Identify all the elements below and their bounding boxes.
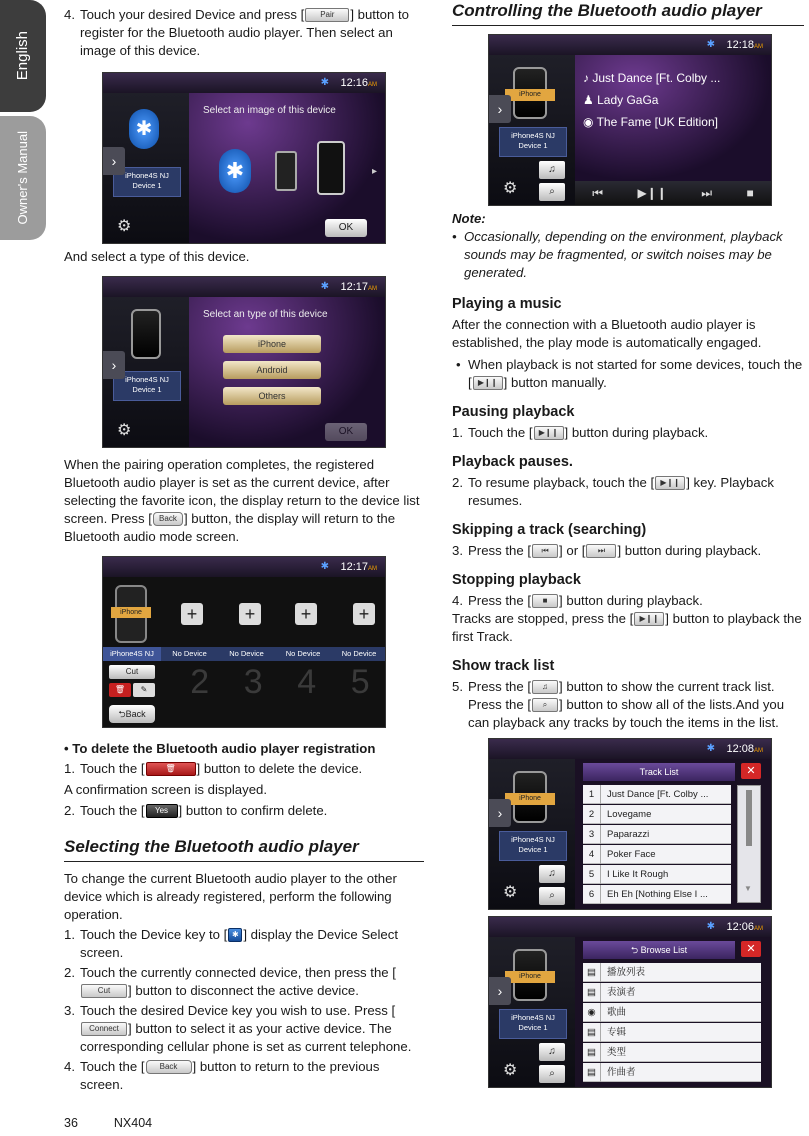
- device-name: iPhone4S NJ: [511, 131, 555, 140]
- stop-button-image: ■: [532, 594, 558, 608]
- english-tab: [0, 0, 46, 112]
- back-button-image: Back: [153, 512, 183, 526]
- disc-icon: ◉: [583, 1003, 601, 1022]
- device-sub: Device 1: [518, 1023, 548, 1032]
- track-title: Paparazzi: [607, 829, 650, 840]
- folder-icon: ▤: [583, 1023, 601, 1042]
- folder-icon: ▤: [583, 1043, 601, 1062]
- music-note-icon: ♫: [548, 1046, 556, 1057]
- browse-button[interactable]: [539, 887, 565, 905]
- step-text: ] button to show the current track list. Press the [: [468, 679, 775, 712]
- note-text: Occasionally, depending on the environment, playback sounds may be fragmented, or switch noises may be generated.: [464, 229, 783, 280]
- clock-ampm: AM: [754, 748, 763, 754]
- stop-text-b: ] button to playback the first Track.: [452, 611, 802, 644]
- type-others-button[interactable]: Others: [223, 387, 321, 405]
- bullet-text: When playback is not started for some devices, touch the [: [468, 357, 803, 390]
- browse-row[interactable]: [583, 1023, 761, 1042]
- chevron-right-icon: ›: [103, 147, 125, 175]
- track-list-button-image: ♫: [532, 680, 558, 694]
- clock-ampm: AM: [368, 566, 377, 572]
- track-row[interactable]: [583, 865, 731, 884]
- browse-row[interactable]: [583, 1043, 761, 1062]
- browse-row[interactable]: [583, 1003, 761, 1022]
- device-name: iPhone4S NJ: [125, 171, 169, 180]
- track-title: Lovegame: [607, 809, 652, 820]
- track-list-button[interactable]: [539, 865, 565, 883]
- ok-button[interactable]: OK: [325, 423, 367, 441]
- step-text: ] button to register for the Bluetooth audio player. Then select an image of this device.: [80, 7, 409, 58]
- clock: [340, 76, 377, 92]
- cut-button-image: Cut: [81, 984, 127, 998]
- clock: [726, 920, 763, 936]
- step-number: 4.: [64, 1059, 75, 1074]
- step-number: 3.: [452, 543, 463, 558]
- step-text: ] button during playback.: [617, 543, 762, 558]
- delete-heading: • To delete the Bluetooth audio player registration: [64, 741, 376, 756]
- phone-label: iPhone: [111, 607, 151, 618]
- back-button-label: Back: [125, 709, 146, 719]
- add-device-4-icon[interactable]: +: [295, 603, 317, 625]
- browse-list-header: [583, 941, 735, 959]
- browse-label: 专辑: [607, 1027, 627, 1038]
- bluetooth-status-icon: ✱: [706, 743, 715, 754]
- screen-title: Select an image of this device: [203, 105, 336, 116]
- close-icon[interactable]: ✕: [741, 941, 761, 957]
- browse-row[interactable]: [583, 963, 761, 982]
- step-number: 2.: [64, 965, 75, 980]
- pausing-heading: Pausing playback: [452, 404, 575, 420]
- scrollbar[interactable]: [737, 785, 761, 903]
- playing-bullet: [452, 356, 804, 392]
- track-number: 2: [583, 805, 601, 824]
- pause-step-2: [452, 474, 804, 510]
- step-text: Touch the currently connected device, then press the [: [80, 965, 396, 980]
- delete-button-image: 🗑: [146, 762, 196, 776]
- gear-icon: ⚙: [117, 218, 132, 235]
- next-arrow-icon[interactable]: ▸: [371, 166, 377, 177]
- select-step-3: [64, 1002, 424, 1056]
- wrench-icon[interactable]: ✎: [133, 683, 155, 697]
- chevron-right-icon: ›: [489, 95, 511, 123]
- track-title: Eh Eh [Nothing Else I ...: [607, 889, 708, 900]
- back-arrow-icon: ⮌: [118, 709, 126, 719]
- track-row[interactable]: [583, 845, 731, 864]
- artist-name: Lady GaGa: [597, 93, 659, 107]
- bluetooth-player-screenshot: [488, 34, 772, 206]
- browse-row[interactable]: [583, 1063, 761, 1082]
- pair-button-image: Pair: [305, 8, 349, 22]
- step-text: ] button during playback.: [559, 593, 703, 608]
- track-title: Poker Face: [607, 849, 656, 860]
- device-panel: [489, 55, 575, 205]
- step-text: Touch your desired Device and press [: [80, 7, 305, 22]
- track-number: 6: [583, 885, 601, 904]
- phone-label: iPhone: [505, 793, 555, 805]
- play-pause-button-image: ▶❙❙: [534, 426, 564, 440]
- gear-icon: ⚙: [503, 884, 518, 901]
- skipping-heading: Skipping a track (searching): [452, 522, 647, 538]
- chevron-right-icon: ›: [489, 799, 511, 827]
- select-type-text: And select a type of this device.: [64, 249, 250, 264]
- back-button-image: Back: [146, 1060, 192, 1074]
- clock-ampm: AM: [754, 926, 763, 932]
- skip-step-3: [452, 542, 804, 560]
- playback-pauses-heading: Playback pauses.: [452, 454, 573, 470]
- bluetooth-image-option-icon[interactable]: ✱: [219, 149, 251, 193]
- step-text: ] button during playback.: [564, 425, 709, 440]
- device-name: iPhone4S NJ: [511, 835, 555, 844]
- clock-time: 12:17: [340, 561, 368, 573]
- slot-number: 2: [190, 663, 210, 701]
- stop-icon[interactable]: ■: [746, 186, 754, 200]
- track-list-button[interactable]: [539, 161, 565, 179]
- phone-image-option-icon[interactable]: [317, 141, 345, 195]
- confirm-text: A confirmation screen is displayed.: [64, 782, 268, 797]
- step-text: Touch the [: [80, 803, 145, 818]
- clock: [726, 742, 763, 758]
- browse-label: 类型: [607, 1047, 627, 1058]
- search-icon: ⌕: [549, 1068, 555, 1079]
- type-android-button[interactable]: Android: [223, 361, 321, 379]
- track-row[interactable]: [583, 785, 731, 804]
- bluetooth-status-icon: ✱: [320, 281, 329, 292]
- left-column: [64, 6, 424, 1094]
- device-sub: Device 1: [132, 385, 162, 394]
- pairing-text-b: ] button, the display will return to the Bluetooth audio mode screen.: [64, 511, 396, 544]
- play-pause-button-image: ▶❙❙: [473, 376, 503, 390]
- track-list-heading: Show track list: [452, 658, 555, 674]
- stop-text: [452, 610, 804, 646]
- browse-label: 播放列表: [607, 967, 646, 978]
- browse-label: 作曲者: [607, 1067, 636, 1078]
- back-arrow-icon[interactable]: ⮌: [630, 945, 641, 955]
- track-list-panel: [575, 759, 771, 909]
- previous-track-icon[interactable]: ⏮: [592, 186, 604, 200]
- browse-button-image: ⌕: [532, 698, 558, 712]
- page-number: 36: [64, 1116, 78, 1130]
- track-number: 3: [583, 825, 601, 844]
- english-tab-label: English: [14, 31, 31, 81]
- clock-ampm: AM: [368, 82, 377, 88]
- step-text: Press the [: [468, 679, 532, 694]
- step-number: 3.: [64, 1003, 75, 1018]
- playing-text: After the connection with a Bluetooth audio player is established, the play mode is automatically engaged.: [452, 317, 762, 350]
- bullet-dot: •: [452, 229, 457, 244]
- track-list-header: Track List: [583, 763, 735, 781]
- browse-list-screenshot: [488, 916, 772, 1088]
- back-button[interactable]: [109, 705, 155, 723]
- gear-icon: ⚙: [117, 422, 132, 439]
- song-title: Just Dance [Ft. Colby ...: [592, 71, 721, 85]
- stop-step-4: [452, 592, 804, 610]
- clock: [340, 280, 377, 296]
- device-slot-4[interactable]: No Device: [285, 649, 321, 658]
- step-text: ] button to disconnect the active device.: [128, 983, 359, 998]
- stop-text-a: Tracks are stopped, press the [: [452, 611, 634, 626]
- browse-button[interactable]: [539, 183, 565, 201]
- device-label: [499, 1009, 567, 1039]
- screen-title: Select an type of this device: [203, 309, 328, 320]
- artist-icon: ♟: [583, 93, 598, 107]
- step-number: 1.: [64, 927, 75, 942]
- yes-button-image: Yes: [146, 804, 178, 818]
- bullet-text: ] button manually.: [503, 375, 607, 390]
- delete-step-2: [64, 802, 424, 820]
- track-number: 4: [583, 845, 601, 864]
- play-pause-button-image: ▶❙❙: [655, 476, 685, 490]
- step-text: Touch the [: [80, 1059, 145, 1074]
- browse-list-title: Browse List: [640, 945, 688, 955]
- folder-icon: ▤: [583, 963, 601, 982]
- music-note-icon: ♪: [583, 71, 593, 85]
- add-device-5-icon[interactable]: +: [353, 603, 375, 625]
- gear-icon: ⚙: [503, 180, 518, 197]
- device-key-icon: ✱: [228, 928, 242, 942]
- step-text: To resume playback, touch the [: [468, 475, 655, 490]
- bluetooth-status-icon: ✱: [320, 77, 329, 88]
- song-row: [583, 69, 720, 87]
- album-name: The Fame [UK Edition]: [596, 115, 718, 129]
- ok-button[interactable]: OK: [325, 219, 367, 237]
- next-track-icon[interactable]: ⏭: [701, 186, 713, 200]
- device-label: [499, 831, 567, 861]
- step-text: ] button to show all of the lists.And you can playback any tracks by touch the items in the list.: [468, 697, 785, 730]
- step-text: ] button to return to the previous screen.: [80, 1059, 380, 1092]
- delete-step-1: [64, 760, 424, 778]
- clock-time: 12:06: [726, 921, 754, 933]
- step-number: 2.: [64, 803, 75, 818]
- browse-label: 表演者: [607, 987, 636, 998]
- step-text: Press the [: [468, 593, 532, 608]
- bluetooth-status-icon: ✱: [706, 921, 715, 932]
- device-slot-1[interactable]: iPhone4S NJ: [103, 647, 161, 661]
- bluetooth-status-icon: ✱: [706, 39, 715, 50]
- step-text: Touch the desired Device key you wish to use. Press [: [80, 1003, 396, 1018]
- model-name: NX404: [113, 1116, 153, 1130]
- add-device-2-icon[interactable]: +: [181, 603, 203, 625]
- controlling-heading: Controlling the Bluetooth audio player: [452, 0, 804, 26]
- album-row: [583, 113, 720, 131]
- device-panel: [489, 937, 575, 1087]
- music-note-icon: ♫: [548, 164, 556, 175]
- device-slot-3[interactable]: No Device: [229, 649, 264, 658]
- step-text: ] button to confirm delete.: [178, 803, 328, 818]
- slot-number-watermark: [173, 663, 386, 701]
- step-text: ] display the Device Select screen.: [80, 927, 399, 960]
- device-sub: Device 1: [132, 181, 162, 190]
- artist-row: [583, 91, 720, 109]
- selecting-heading: Selecting the Bluetooth audio player: [64, 836, 424, 862]
- pairing-complete-text: [64, 456, 424, 546]
- step-text: Touch the [: [80, 761, 145, 776]
- bluetooth-logo-icon: ✱: [129, 109, 159, 149]
- step-text: Touch the [: [468, 425, 533, 440]
- album-icon: ◉: [583, 115, 597, 129]
- slot-number: 5: [350, 663, 370, 701]
- scrollbar-thumb[interactable]: [746, 790, 752, 846]
- now-playing-area: [575, 55, 771, 181]
- device-slot-5[interactable]: No Device: [341, 649, 377, 658]
- clock: [340, 560, 377, 576]
- cut-button[interactable]: Cut: [109, 665, 155, 679]
- owners-manual-tab: [0, 116, 46, 240]
- playing-heading: Playing a music: [452, 296, 562, 312]
- bullet-dot: •: [456, 357, 461, 372]
- device-slot-2[interactable]: No Device: [172, 649, 207, 658]
- owners-manual-tab-label: Owner's Manual: [15, 131, 30, 225]
- right-column: [452, 0, 804, 1088]
- step-number: 1.: [452, 425, 463, 440]
- page-footer: [64, 1116, 188, 1130]
- step-number: 1.: [64, 761, 75, 776]
- phone-icon: [131, 309, 161, 359]
- connect-button-image: Connect: [81, 1022, 127, 1036]
- phone-label: iPhone: [505, 971, 555, 983]
- close-icon[interactable]: ✕: [741, 763, 761, 779]
- add-device-3-icon[interactable]: +: [239, 603, 261, 625]
- clock-ampm: AM: [754, 44, 763, 50]
- browse-label: 歌曲: [607, 1007, 627, 1018]
- device-sub: Device 1: [518, 141, 548, 150]
- step-number: 4.: [64, 7, 75, 22]
- search-icon: ⌕: [549, 890, 555, 901]
- select-type-screenshot: [102, 276, 386, 448]
- play-pause-button-image: ▶❙❙: [634, 612, 664, 626]
- note-item: [452, 228, 804, 282]
- chevron-right-icon: ›: [489, 977, 511, 1005]
- folder-icon: ▤: [583, 1063, 601, 1082]
- music-note-icon: ♫: [548, 868, 556, 879]
- transport-bar: [575, 181, 771, 205]
- track-list-button[interactable]: [539, 1043, 565, 1061]
- clock-ampm: AM: [368, 286, 377, 292]
- scroll-down-icon[interactable]: ▼: [744, 884, 752, 893]
- step-number: 4.: [452, 593, 463, 608]
- track-row[interactable]: [583, 825, 731, 844]
- track-title: I Like It Rough: [607, 869, 669, 880]
- device-name: iPhone4S NJ: [125, 375, 169, 384]
- step-4-register: [64, 6, 424, 60]
- list-step-5: [452, 678, 804, 732]
- device-list-screenshot: [102, 556, 386, 728]
- select-step-1: [64, 926, 424, 962]
- pause-step-1: [452, 424, 804, 442]
- device-sub: Device 1: [518, 845, 548, 854]
- slot-number: 3: [243, 663, 263, 701]
- clock-time: 12:16: [340, 77, 368, 89]
- image-select-area: [189, 93, 385, 243]
- chevron-right-icon: ›: [103, 351, 125, 379]
- step-text: ] or [: [559, 543, 586, 558]
- clock-time: 12:08: [726, 743, 754, 755]
- step-text: Touch the Device key to [: [80, 927, 228, 942]
- device-name: iPhone4S NJ: [511, 1013, 555, 1022]
- device-label: [499, 127, 567, 157]
- track-row[interactable]: [583, 805, 731, 824]
- browse-button[interactable]: [539, 1065, 565, 1083]
- select-step-4: [64, 1058, 424, 1094]
- step-text: Press the [: [468, 543, 532, 558]
- clock: [726, 38, 763, 54]
- bluetooth-status-icon: ✱: [320, 561, 329, 572]
- gear-icon: ⚙: [503, 1062, 518, 1079]
- ipod-image-option-icon[interactable]: [275, 151, 297, 191]
- select-step-2: [64, 964, 424, 1000]
- previous-button-image: ⏮: [532, 544, 558, 558]
- device-slot-bar: [103, 647, 386, 661]
- clock-time: 12:17: [340, 281, 368, 293]
- track-list-screenshot: [488, 738, 772, 910]
- step-text: ] key. Playback resumes.: [468, 475, 774, 508]
- type-select-area: [189, 297, 385, 447]
- track-number: 5: [583, 865, 601, 884]
- track-title: Just Dance [Ft. Colby ...: [607, 789, 709, 800]
- selecting-intro: To change the current Bluetooth audio player to the other device which is already registered, perform the following operation.: [64, 871, 397, 922]
- step-text: ] button to delete the device.: [196, 761, 363, 776]
- track-number: 1: [583, 785, 601, 804]
- step-text: ] button to select it as your active device. The corresponding cellular phone is set as current telephone.: [80, 1021, 412, 1054]
- search-icon: ⌕: [549, 186, 555, 197]
- step-number: 5.: [452, 679, 463, 694]
- note-title: Note:: [452, 211, 486, 226]
- trash-icon[interactable]: 🗑: [109, 683, 131, 697]
- browse-list-panel: [575, 937, 771, 1087]
- type-iphone-button[interactable]: iPhone: [223, 335, 321, 353]
- track-row[interactable]: [583, 885, 731, 904]
- device-panel: [489, 759, 575, 909]
- step-number: 2.: [452, 475, 463, 490]
- stopping-heading: Stopping playback: [452, 572, 581, 588]
- phone-label: iPhone: [505, 89, 555, 101]
- slot-number: 4: [297, 663, 317, 701]
- play-pause-icon[interactable]: ▶❙❙: [637, 186, 667, 200]
- pairing-text-a: When the pairing operation completes, the registered Bluetooth audio player is set as the current device, after selecting the favorite icon, the display return to the device list screen. Press [: [64, 457, 420, 526]
- browse-row[interactable]: [583, 983, 761, 1002]
- now-playing-info: [583, 69, 720, 131]
- clock-time: 12:18: [726, 39, 754, 51]
- folder-icon: ▤: [583, 983, 601, 1002]
- select-image-screenshot: [102, 72, 386, 244]
- next-button-image: ⏭: [586, 544, 616, 558]
